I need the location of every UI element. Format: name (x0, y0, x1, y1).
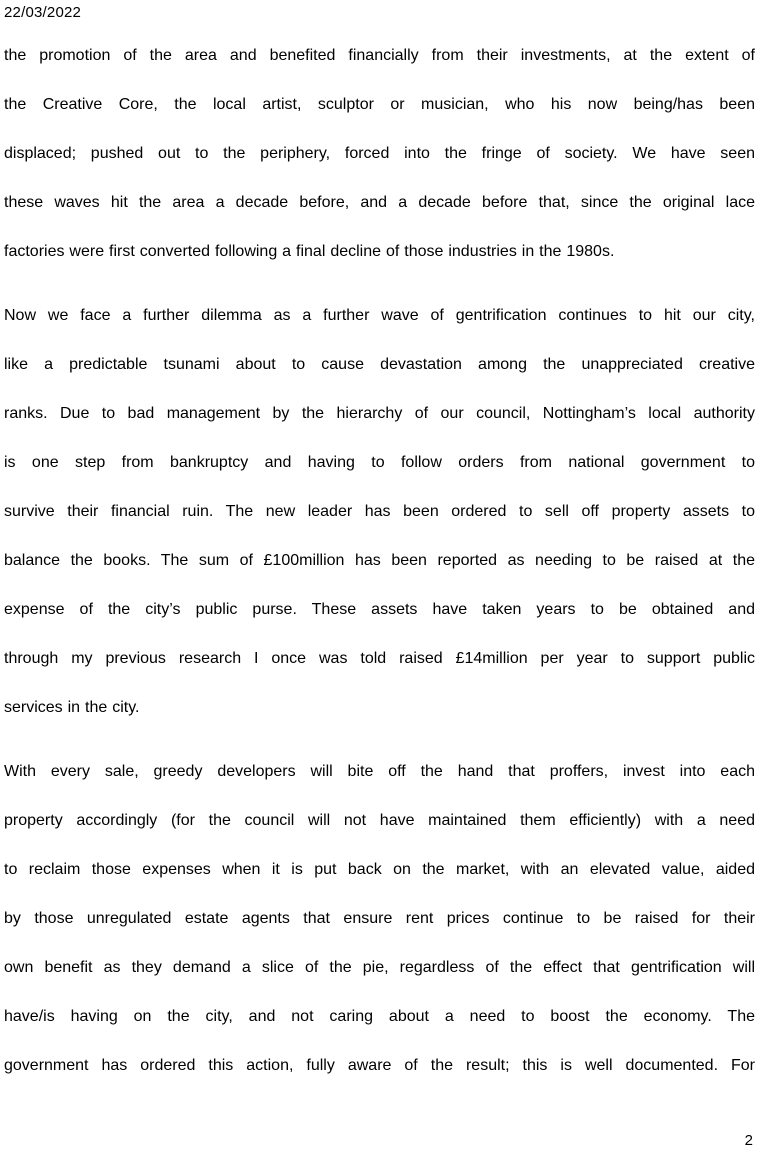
text-line: displaced; pushed out to the periphery, forced into the fringe of society. We have seen (4, 145, 755, 162)
text-line: government has ordered this action, fully aware of the result; this is well documented. For (4, 1057, 755, 1074)
text-line: expense of the city’s public purse. These assets have taken years to be obtained and (4, 601, 755, 618)
text-line: With every sale, greedy developers will bite off the hand that proffers, invest into each (4, 763, 755, 780)
text-line: factories were first converted following a final decline of those industries in the 1980s. (4, 243, 615, 260)
text-line: own benefit as they demand a slice of the pie, regardless of the effect that gentrification will (4, 959, 755, 976)
text-line: by those unregulated estate agents that ensure rent prices continue to be raised for their (4, 910, 755, 927)
document-body (4, 31, 755, 1090)
text-line: the Creative Core, the local artist, sculptor or musician, who his now being/has been (4, 96, 755, 113)
text-line: survive their financial ruin. The new leader has been ordered to sell off property assets to (4, 503, 755, 520)
paragraph (4, 291, 755, 732)
text-line: to reclaim those expenses when it is put back on the market, with an elevated value, aided (4, 861, 755, 878)
paragraph (4, 747, 755, 1090)
text-line: like a predictable tsunami about to cause devastation among the unappreciated creative (4, 356, 755, 373)
text-line: is one step from bankruptcy and having to follow orders from national government to (4, 454, 755, 471)
text-line: have/is having on the city, and not caring about a need to boost the economy. The (4, 1008, 755, 1025)
text-line: services in the city. (4, 699, 140, 716)
text-line: ranks. Due to bad management by the hierarchy of our council, Nottingham’s local authority (4, 405, 755, 422)
header-date: 22/03/2022 (4, 4, 82, 21)
text-line: property accordingly (for the council will not have maintained them efficiently) with a need (4, 812, 755, 829)
text-line: balance the books. The sum of £100million has been reported as needing to be raised at the (4, 552, 755, 569)
text-line: Now we face a further dilemma as a further wave of gentrification continues to hit our city, (4, 307, 755, 324)
text-line: through my previous research I once was told raised £14million per year to support public (4, 650, 755, 667)
text-line: the promotion of the area and benefited financially from their investments, at the extent of (4, 47, 755, 64)
text-line: these waves hit the area a decade before, and a decade before that, since the original lace (4, 194, 755, 211)
paragraph (4, 31, 755, 276)
page-number: 2 (744, 1132, 753, 1149)
